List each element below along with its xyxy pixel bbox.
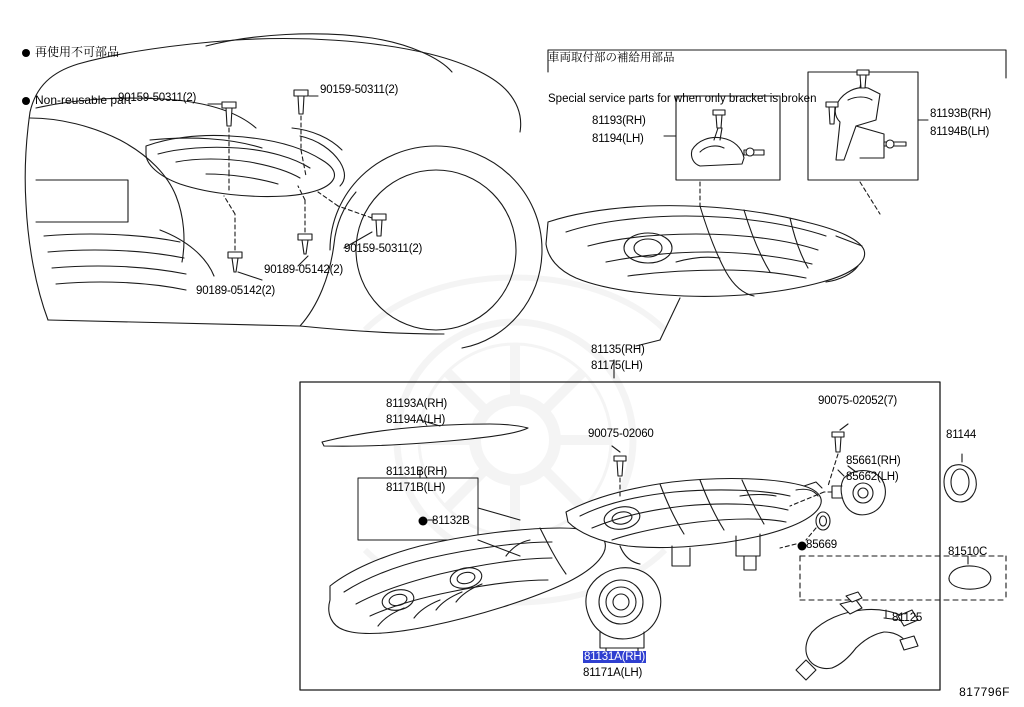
label-85669: 85669: [806, 539, 837, 551]
special-service-header: [548, 22, 816, 134]
bullet-icon: [22, 49, 30, 57]
label-90159-50311-mid: 90159-50311(2): [344, 243, 423, 255]
label-81194-lh: 81194(LH): [592, 133, 644, 145]
label-90159-50311-left: 90159-50311(2): [118, 92, 197, 104]
label-81193b-rh: 81193B(RH): [930, 108, 992, 120]
figure-code: 817796F: [959, 685, 1010, 699]
label-81125: 81125: [892, 612, 923, 624]
special-service-title-jp: 車両取付部の補給用部品: [548, 50, 675, 64]
label-81175-lh: 81175(LH): [591, 360, 643, 372]
label-81135-rh: 81135(RH): [591, 344, 645, 356]
label-90189-05142-left: 90189-05142(2): [196, 285, 276, 297]
label-81510c: 81510C: [948, 546, 988, 558]
label-81144: 81144: [946, 429, 977, 441]
label-81131a-rh-highlighted[interactable]: [583, 651, 646, 664]
label-85662-lh: 85662(LH): [846, 471, 899, 483]
label-81194a-lh: 81194A(LH): [386, 414, 446, 426]
label-90159-50311-right: 90159-50311(2): [320, 84, 399, 96]
label-85661-rh: 85661(RH): [846, 455, 901, 467]
label-81132b: 81132B: [432, 515, 470, 527]
label-81193a-rh: 81193A(RH): [386, 398, 448, 410]
label-81171b-lh: 81171B(LH): [386, 482, 446, 494]
label-81171a-lh: 81171A(LH): [583, 667, 643, 679]
legend-jp: 再使用不可部品: [35, 45, 120, 59]
label-81194b-lh: 81194B(LH): [930, 126, 990, 138]
special-service-title-en: Special service parts for when only bracket is broken: [548, 93, 817, 105]
legend-en: Non-reusable part: [35, 93, 132, 107]
label-81131a-rh-text: 81131A(RH): [584, 651, 646, 663]
label-81193-rh: 81193(RH): [592, 115, 646, 127]
bullet-icon: [22, 97, 30, 105]
legend-non-reusable: [22, 12, 131, 140]
label-90189-05142-mid: 90189-05142(2): [264, 264, 344, 276]
label-90075-02060: 90075-02060: [588, 428, 654, 440]
label-81131b-rh: 81131B(RH): [386, 466, 448, 478]
label-90075-02052: 90075-02052(7): [818, 395, 898, 407]
